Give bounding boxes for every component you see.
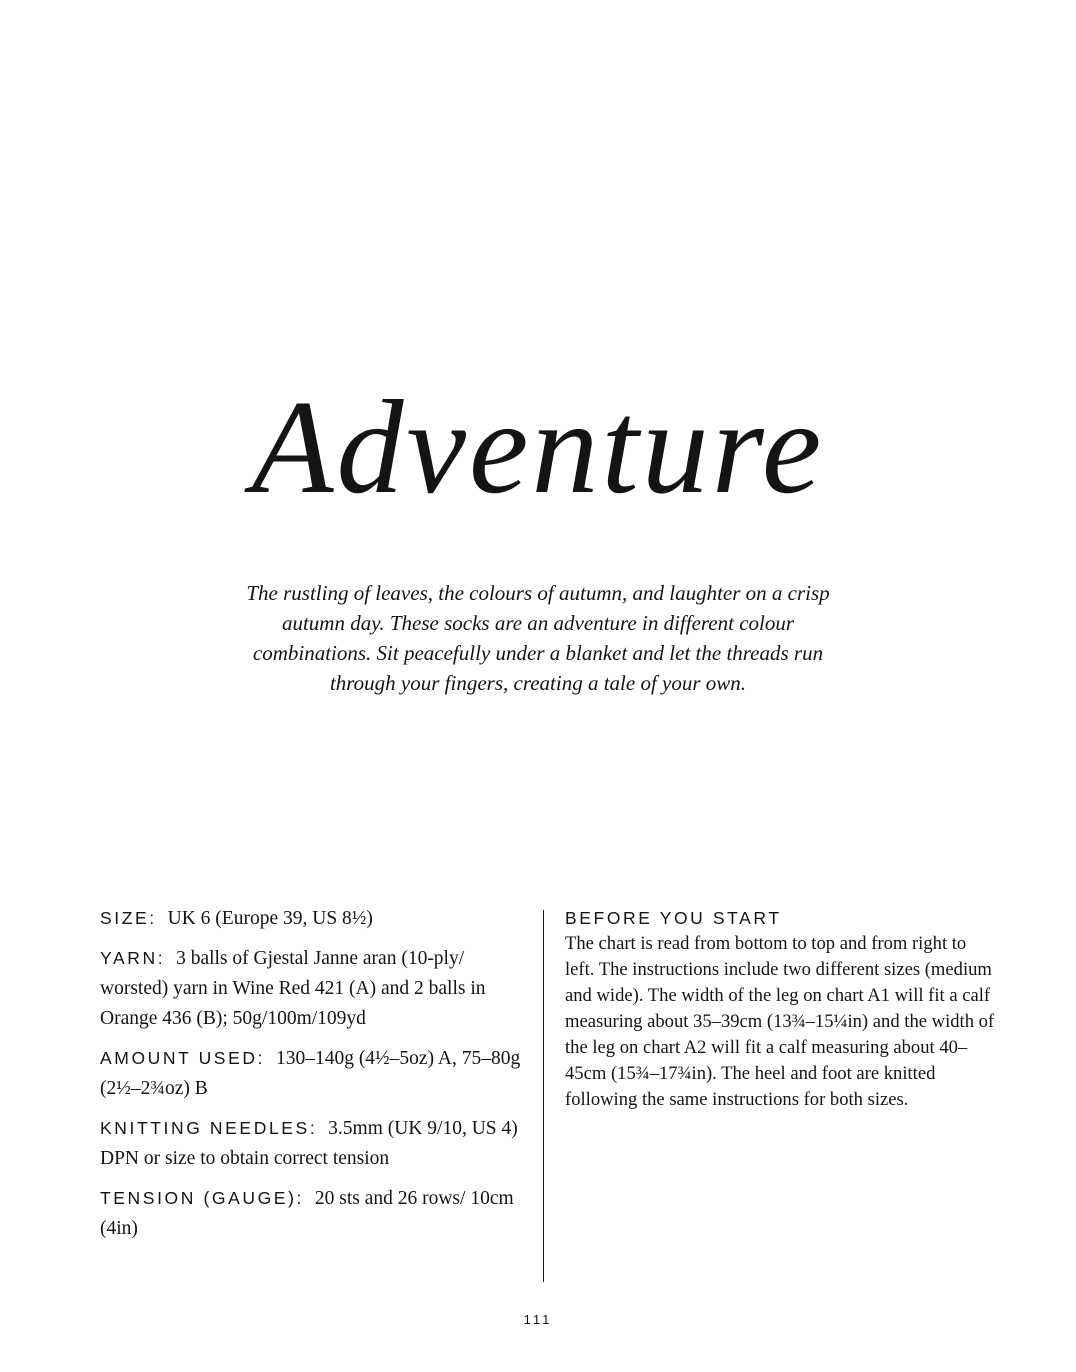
spec-amount-used-label: AMOUNT USED: [100, 1048, 266, 1068]
spec-amount-used-value: 130–140g (4½–5oz) A, 75–80g (2½–2¾oz) B [100, 1048, 521, 1099]
spec-tension-label: TENSION (GAUGE): [100, 1188, 304, 1208]
spec-knitting-needles [100, 1113, 525, 1174]
before-you-start-section [565, 905, 995, 1113]
spec-tension [100, 1183, 525, 1244]
spec-yarn-label: YARN: [100, 948, 166, 968]
spec-knitting-needles-label: KNITTING NEEDLES: [100, 1118, 318, 1138]
spec-yarn [100, 943, 525, 1034]
page-title: Adventure [251, 373, 825, 521]
page-number: 111 [523, 1312, 553, 1327]
spec-knitting-needles-value: 3.5mm (UK 9/10, US 4) DPN or size to obtain correct tension [100, 1118, 518, 1169]
before-you-start-heading: BEFORE YOU START [565, 908, 782, 928]
before-you-start-body: The chart is read from bottom to top and from right to left. The instructions include two different sizes (medium and wide). The width of the leg on chart A1 will fit a calf measuring about 35–39cm (13¾–15¼in) and the width of the leg on chart A2 will fit a calf measuring about 40–45cm (15¾–17¾in). The heel and foot are knitted following the same instructions for both sizes. [565, 933, 995, 1110]
spec-size-label: SIZE: [100, 908, 157, 928]
column-divider [543, 910, 544, 1282]
spec-yarn-value: 3 balls of Gjestal Janne aran (10-ply/ worsted) yarn in Wine Red 421 (A) and 2 balls in Orange 436 (B); 50g/100m/109yd [100, 948, 486, 1029]
pattern-specs [100, 903, 525, 1253]
intro-paragraph: The rustling of leaves, the colours of autumn, and laughter on a crisp autumn day. These socks are an adventure in different colour combinations. Sit peacefully under a blanket and let the threads run through your fingers, creating a tale of your own. [246, 581, 830, 695]
spec-tension-value: 20 sts and 26 rows/ 10cm (4in) [100, 1188, 514, 1239]
spec-size [100, 903, 525, 934]
spec-size-value: UK 6 (Europe 39, US 8½) [167, 908, 373, 929]
spec-amount-used [100, 1043, 525, 1104]
